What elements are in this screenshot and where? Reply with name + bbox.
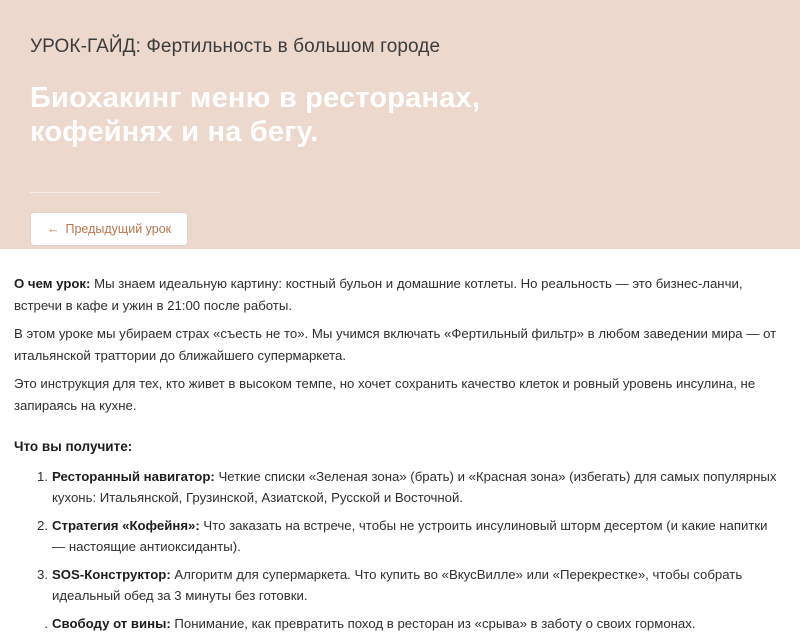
list-item-number: 2. [28,515,48,537]
list-item-text: Четкие списки «Зеленая зона» (брать) и «Красная зона» (избегать) для самых популярных кухонь: Итальянской, Грузинской, Азиатской, Русской и Восточной. [52,469,776,506]
list-item [52,613,784,634]
list-item-title: Стратегия «Кофейня»: [52,518,200,533]
hero-title-line-2: кофейнях и на бегу. [30,115,590,149]
intro-paragraph-3: Это инструкция для тех, кто живет в высоком темпе, но хочет сохранить качество клеток и ровный уровень инсулина, не запираясь на кухне. [14,373,784,416]
hero-banner [0,0,800,249]
benefits-heading: Что вы получите: [14,436,784,458]
list-item [52,515,784,558]
benefits-list [14,466,784,634]
list-item-number: 1. [28,466,48,488]
list-item [52,564,784,607]
arrow-left-icon: ← [47,223,60,236]
previous-lesson-button[interactable] [30,212,188,246]
list-item-text: Что заказать на встрече, чтобы не устроить инсулиновый шторм десертом (и какие напитки — настоящие антиоксиданты). [52,518,768,555]
lesson-body [0,249,800,634]
hero-divider [30,192,160,193]
hero-kicker: УРОК-ГАЙД: Фертильность в большом городе [30,34,500,59]
hero-title-line-1: Биохакинг меню в ресторанах, [30,82,480,114]
list-item-title: Свободу от вины: [52,616,171,631]
list-item-text: Понимание, как превратить поход в ресторан из «срыва» в заботу о своих гормонах. [171,616,696,631]
list-item-title: SOS-Конструктор: [52,567,171,582]
intro-label: О чем урок: [14,276,90,291]
list-item-number: 3. [28,564,48,586]
list-item-text: Алгоритм для супермаркета. Что купить во «ВкусВилле» или «Перекрестке», чтобы собрать идеальный обед за 3 минуты без готовки. [52,567,742,604]
page-title [30,81,590,149]
list-item-title: Ресторанный навигатор: [52,469,215,484]
previous-lesson-label: Предыдущий урок [66,222,172,236]
list-item [52,466,784,509]
intro-paragraph-1 [14,273,784,316]
list-item-number: . [28,613,48,634]
intro-paragraph-2: В этом уроке мы убираем страх «съесть не то». Мы учимся включать «Фертильный фильтр» в любом заведении мира — от итальянской траттории до ближайшего супермаркета. [14,323,784,366]
intro-text-1: Мы знаем идеальную картину: костный бульон и домашние котлеты. Но реальность — это бизнес-ланчи, встречи в кафе и ужин в 21:00 после работы. [14,276,742,313]
